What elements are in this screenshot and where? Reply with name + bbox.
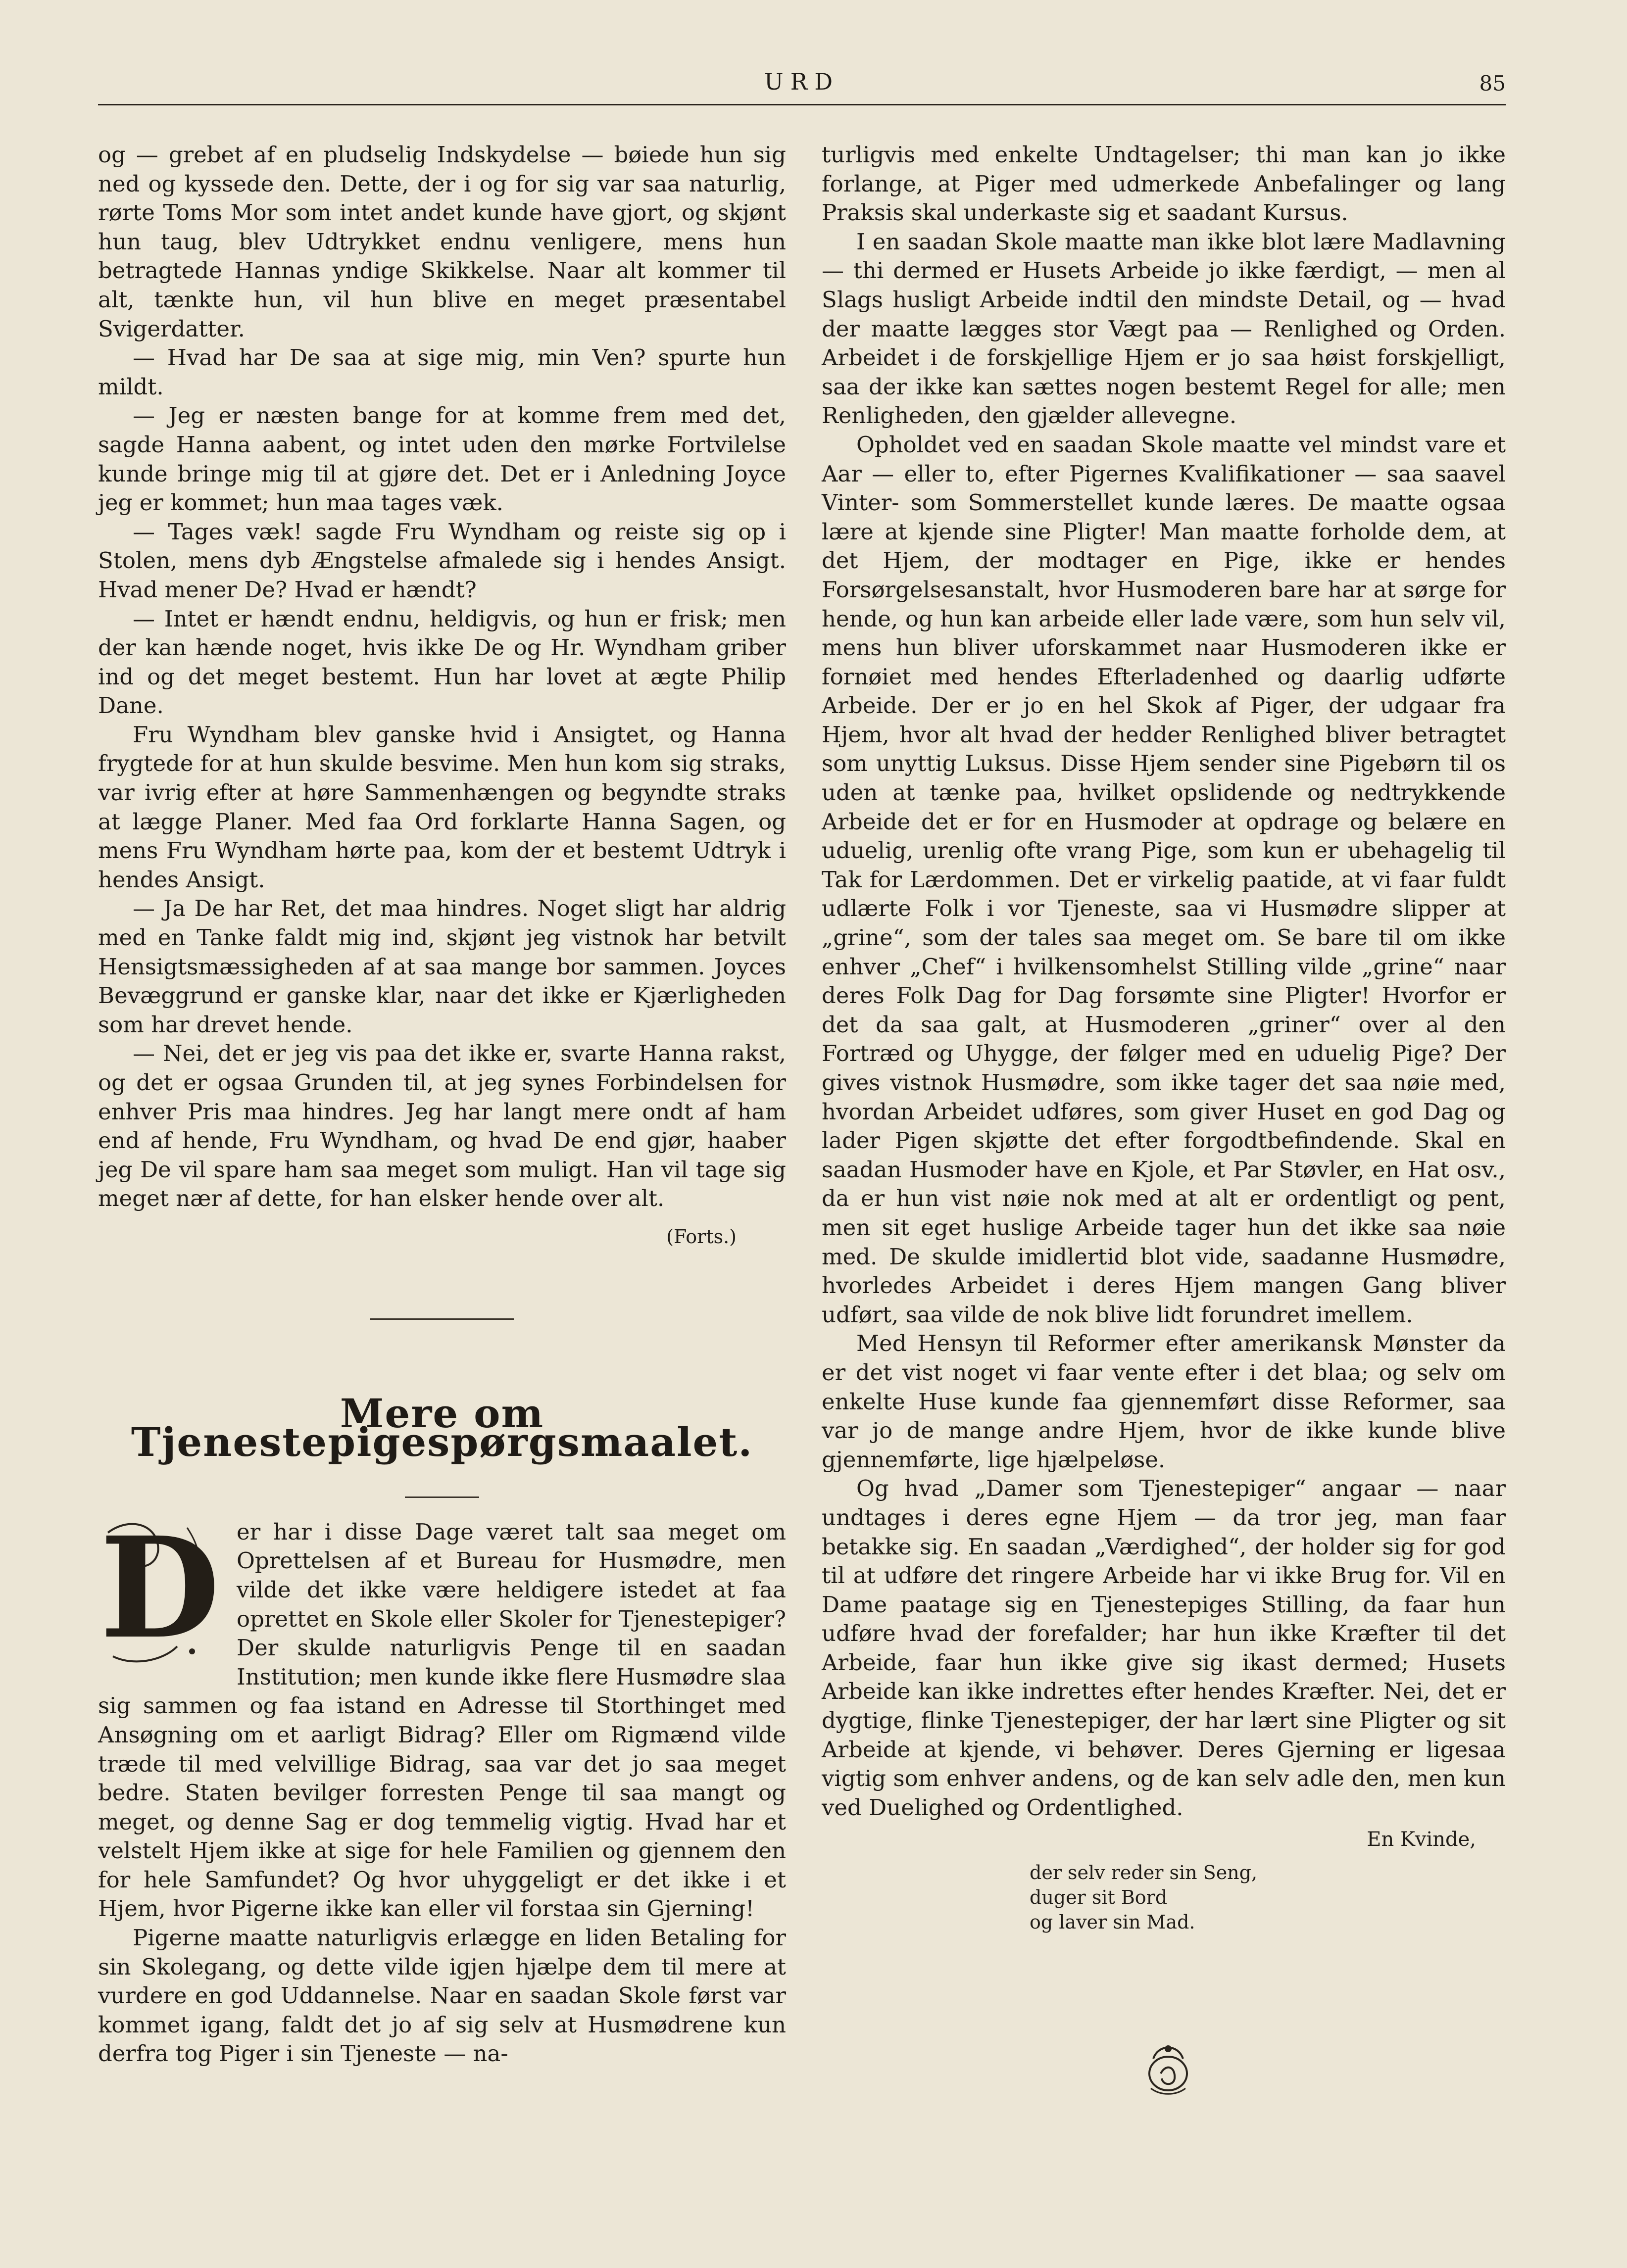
paragraph: — Nei, det er jeg vis paa det ikke er, svarte Hanna rakst, og det er ogsaa Grunden til, at jeg synes Forbindelsen for enhver Pris maa hindres. Jeg har langt mere ondt af ham end af hende, Fru Wyndham, og hvad De end gjør, haaber jeg De vil spare ham saa meget som muligt. Han vil tage sig meget nær af dette, for han elsker hende over alt. — [98, 1040, 786, 1212]
left-column — [98, 141, 786, 2069]
flourish-icon — [98, 1513, 222, 1671]
header-rule — [98, 104, 1506, 105]
verse-line: duger sit Bord — [1030, 1886, 1168, 1909]
page-number: 85 — [1479, 71, 1506, 96]
paragraph: Opholdet ved en saadan Skole maatte vel mindst vare et Aar — eller to, efter Pigernes Kvalifikationer — saa saavel Vinter- som Sommerstellet kunde læres. De maatte ogsaa lære at kjende sine Pligter! Man maatte forholde dem, at det Hjem, der modtager en Pige, ikke er hendes Forsørgelsesanstalt, hvor Husmoderen bare har at sørge for hende, og hun kan arbeide eller lade være, som hun selv vil, mens hun bliver uforskammet naar Husmoderen ikke er fornøiet med hendes Efterladenhed og daarlig udførte Arbeide. Der er jo en hel Skok af Piger, der udgaar fra Hjem, hvor alt hvad der hedder Renlighed bliver betragtet som unyttig Luksus. Disse Hjem sender sine Pigebørn til os uden at tænke paa, hvilket opslidende og nedtrykkende Arbeide det er for en Husmoder at opdrage og belære en uduelig, urenlig ofte vrang Pige, som kun er ubehagelig til Tak for Lærdommen. Det er virkelig paatide, at vi faar fuldt udlærte Folk i vor Tjeneste, saa vi Husmødre slipper at „grine“, som der tales saa meget om. Se bare til om ikke enhver „Chef“ i hvilkensomhelst Stilling vilde „grine“ naar deres Folk Dag for Dag forsømte sine Pligter! Hvorfor er det da saa galt, at Husmoderen „griner“ over al den Fortræd og Uhygge, der følger med en uduelig Pige? Der gives vistnok Husmødre, som ikke tager det saa nøie med, hvordan Arbeidet udføres, som giver Huset en god Dag og lader Pigen skjøtte det efter forgodtbefindende. Skal en saadan Husmoder have en Kjole, et Par Støvler, en Hat osv., da er hun vist nøie nok med at alt er ordentligt og pent, men sit eget huslige Arbeide tager hun det ikke saa nøie med. De skulde imidlertid blot vide, saadanne Husmødre, hvorledes Arbeidet i deres Hjem mangen Gang bliver udført, saa vilde de nok blive lidt forundret imellem. — [822, 431, 1506, 1328]
paragraph: er har i disse Dage været talt saa meget om Oprettelsen af et Bureau for Husmødre, men vilde det ikke være heldigere istedet at faa oprettet en Skole eller Skoler for Tjenestepiger? Der skulde naturligvis Penge til en saadan Institution; men kunde ikke flere Husmødre slaa sig sammen og faa istand en Adresse til Storthinget med Ansøgning om et aarligt Bidrag? Eller om Rigmænd vilde træde til med velvillige Bidrag, saa var det jo saa meget bedre. Staten bevilger forresten Penge til saa mangt og meget, og denne Sag er dog temmelig vigtig. Hvad har et velstelt Hjem ikke at sige for hele Familien og gjennem den for hele Samfundet? Og hvor uhyggeligt er det ikke i et Hjem, hvor Pigerne ikke kan eller vil forstaa sin Gjerning! — [98, 1518, 786, 1922]
paragraph: — Ja De har Ret, det maa hindres. Noget sligt har aldrig med en Tanke faldt mig ind, skjønt jeg vistnok har betvilt Hensigtsmæssigheden af at saa mange bor sammen. Joyces Bevæggrund er ganske klar, naar det ikke er Kjærligheden som har drevet hende. — [98, 895, 786, 1038]
verse-line: der selv reder sin Seng, — [1030, 1862, 1258, 1884]
floral-vignette-icon — [1141, 2039, 1195, 2098]
dropcap-initial — [98, 1513, 222, 1671]
paragraph: I en saadan Skole maatte man ikke blot lære Madlavning — thi dermed er Husets Arbeide jo ikke færdigt, — men al Slags husligt Arbeide indtil den mindste Detail, og — hvad der maatte lægges stor Vægt paa — Renlighed og Orden. Arbeidet i de forskjellige Hjem er jo saa høist forskjelligt, saa der ikke kan sættes nogen bestemt Regel for alle; men Renligheden, den gjælder allevegne. — [822, 228, 1506, 429]
paragraph: — Jeg er næsten bange for at komme frem med det, sagde Hanna aabent, og intet uden den mørke Fortvilelse kunde bringe mig til at gjøre det. Det er i Anledning Joyce jeg er kommet; hun maa tages væk. — [98, 402, 786, 516]
article-heading: Mere om Tjenestepigespørgsmaalet. — [131, 1390, 753, 1466]
heading-rule — [405, 1496, 479, 1498]
paragraph: Pigerne maatte naturligvis erlægge en liden Betaling for sin Skolegang, og dette vilde igjen hjælpe dem til mere at vurdere en god Uddannelse. Naar en saadan Skole først var kommet igang, faldt det jo af sig selv at Husmødrene kun derfra tog Piger i sin Tjeneste — na- — [98, 1925, 786, 2067]
dropcap-letter: D — [99, 1512, 220, 1670]
journal-title: URD — [764, 68, 840, 95]
paragraph: turligvis med enkelte Undtagelser; thi man kan jo ikke forlange, at Piger med udmerkede Anbefalinger og lang Praksis skal underkaste sig et saadant Kursus. — [822, 142, 1506, 226]
article-body — [98, 1512, 786, 2069]
right-column — [822, 141, 1506, 1934]
paragraph: — Intet er hændt endnu, heldigvis, og hun er frisk; men der kan hænde noget, hvis ikke De og Hr. Wyndham griber ind og det meget bestemt. Hun har lovet at ægte Philip Dane. — [98, 605, 786, 719]
paragraph: Fru Wyndham blev ganske hvid i Ansigtet, og Hanna frygtede for at hun skulde besvime. Men hun kom sig straks, var ivrig efter at høre Sammenhængen og begyndte straks at lægge Planer. Med faa Ord forklarte Hanna Sagen, og mens Fru Wyndham hørte paa, kom der et bestemt Udtryk i hendes Ansigt. — [98, 721, 786, 893]
paragraph: Med Hensyn til Reformer efter amerikansk Mønster da er det vist noget vi faar vente efter i det blaa; og selv om enkelte Huse kunde faa gjennemført disse Reformer, saa var jo de mange andre Hjem, hvor de ikke kunde blive gjennemførte, lige hjælpeløse. — [822, 1330, 1506, 1473]
paragraph: og — grebet af en pludselig Indskydelse — bøiede hun sig ned og kyssede den. Dette, der i og for sig var saa naturlig, rørte Toms Mor som intet andet kunde have gjort, og skjønt hun taug, blev Udtrykket endnu venligere, mens hun betragtede Hannas yndige Skikkelse. Naar alt kommer til alt, tænkte hun, vil hun blive en meget præsentabel Svigerdatter. — [98, 142, 786, 342]
running-header — [98, 68, 1506, 108]
continued-note: (Forts.) — [666, 1225, 737, 1248]
paragraph: — Hvad har De saa at sige mig, min Ven? spurte hun mildt. — [98, 344, 786, 400]
paragraph: Og hvad „Damer som Tjenestepiger“ angaar — naar undtages i deres egne Hjem — da tror jeg, man faar betakke sig. En saadan „Værdighed“, der holder sig for god til at udføre det ringere Arbeide har vi ikke Brug for. Vil en Dame paatage sig en Tjenestepiges Stilling, da faar hun udføre hvad der forefalder; har hun ikke Kræfter til det Arbeide, faar hun ikke give sig ikast dermed; Husets Arbeide kan ikke indrettes efter hendes Kræfter. Nei, det er dygtige, flinke Tjenestepiger, der har lært sine Pligter og sit Arbeide at kjende, vi behøver. Deres Gjerning er ligesaa vigtig som enhver andens, og de kan selv adle den, men kun ved Duelighed og Ordentlighed. — [822, 1475, 1506, 1821]
section-divider — [370, 1318, 514, 1320]
verse-line: og laver sin Mad. — [1030, 1911, 1195, 1933]
verse-block — [1030, 1860, 1506, 1934]
paragraph: — Tages væk! sagde Fru Wyndham og reiste sig op i Stolen, mens dyb Ængstelse afmalede sig i hendes Ansigt. Hvad mener De? Hvad er hændt? — [98, 518, 786, 603]
signature: En Kvinde, — [1367, 1828, 1476, 1851]
